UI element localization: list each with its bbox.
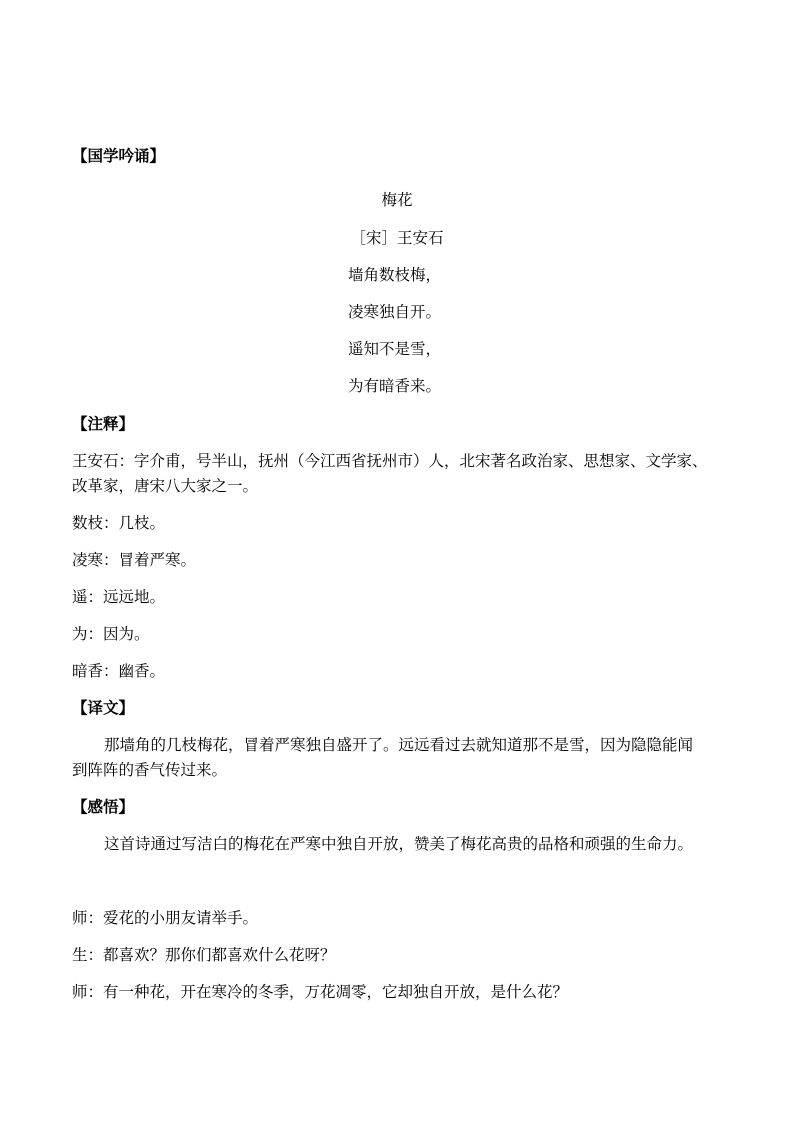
note-wang-anshi-line-1: 王安石：字介甫，号半山，抚州（今江西省抚州市）人，北宋著名政治家、思想家、文学家、 xyxy=(72,452,708,470)
poem-author: ［宋］王安石 xyxy=(350,229,444,247)
poem-line-3: 遥知不是雪， xyxy=(348,340,442,358)
note-linghan: 凌寒：冒着严寒。 xyxy=(72,551,197,569)
dialogue-line-2: 生：都喜欢？那你们都喜欢什么花呀？ xyxy=(72,946,336,964)
dialogue-line-3: 师：有一种花，开在寒冷的冬季，万花凋零，它却独自开放，是什么花？ xyxy=(72,983,569,1001)
notes-heading: 【注释】 xyxy=(72,414,135,433)
translation-heading: 【译文】 xyxy=(72,698,135,717)
note-anxiang: 暗香：幽香。 xyxy=(72,662,166,680)
note-wei: 为：因为。 xyxy=(72,625,150,643)
recital-heading: 【国学吟诵】 xyxy=(72,146,166,165)
note-shuzhi: 数枝：几枝。 xyxy=(72,514,166,532)
insight-text: 这首诗通过写洁白的梅花在严寒中独自开放，赞美了梅花高贵的品格和顽强的生命力。 xyxy=(104,835,694,853)
poem-line-2: 凌寒独自开。 xyxy=(348,303,442,321)
dialogue-line-1: 师：爱花的小朋友请举手。 xyxy=(72,909,259,927)
poem-line-4: 为有暗香来。 xyxy=(348,377,442,395)
translation-line-2: 到阵阵的香气传过来。 xyxy=(72,761,228,779)
note-yao: 遥：远远地。 xyxy=(72,588,166,606)
insight-heading: 【感悟】 xyxy=(72,797,135,816)
poem-line-1: 墙角数枝梅， xyxy=(348,266,442,284)
note-wang-anshi-line-2: 改革家，唐宋八大家之一。 xyxy=(72,477,259,495)
translation-line-1: 那墙角的几枝梅花，冒着严寒独自盛开了。远远看过去就知道那不是雪，因为隐隐能闻 xyxy=(104,736,694,754)
poem-title: 梅花 xyxy=(381,191,413,209)
